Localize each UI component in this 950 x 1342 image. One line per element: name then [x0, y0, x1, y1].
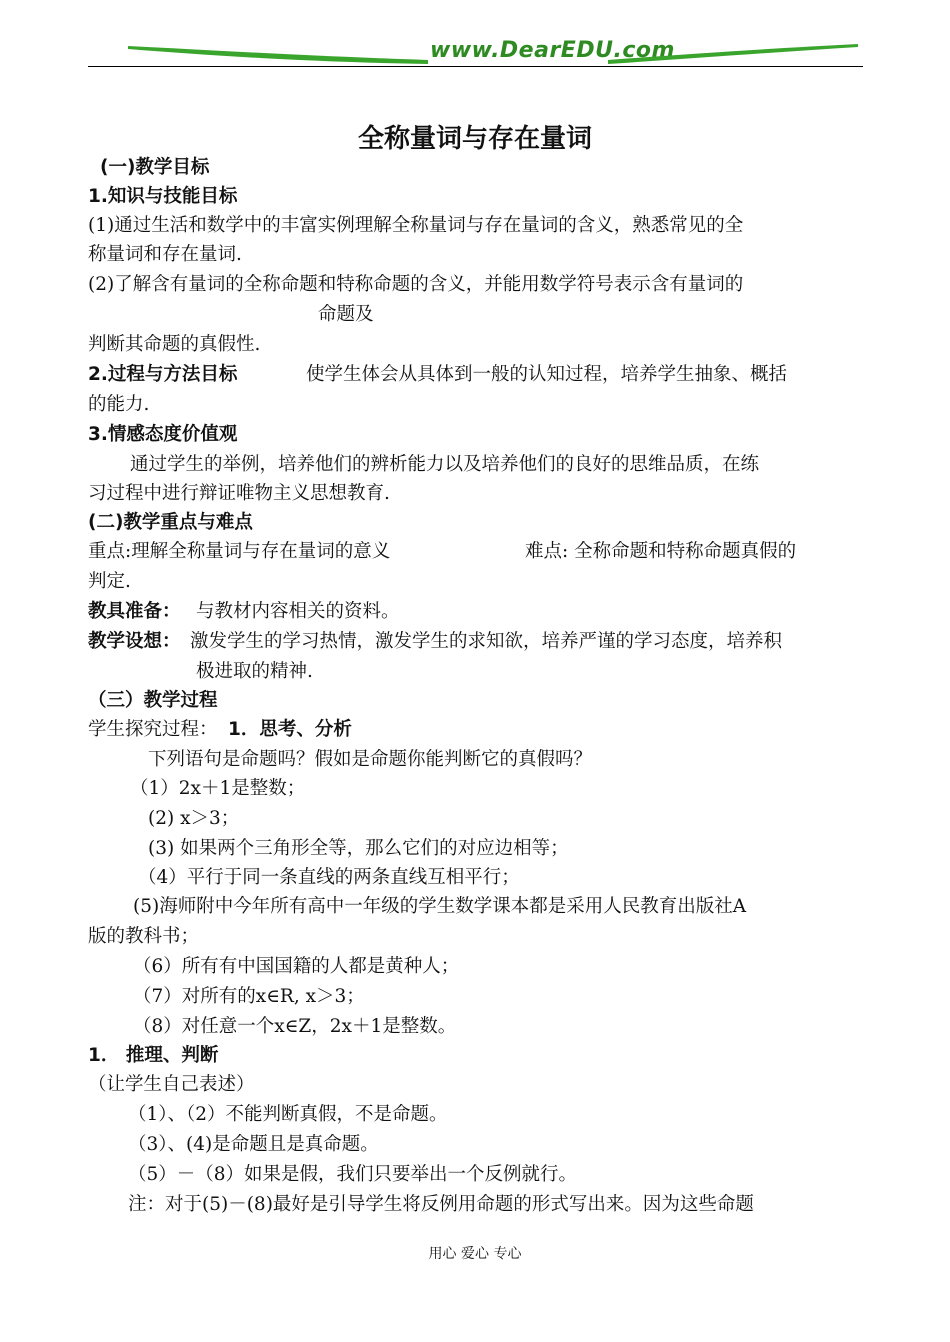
idea-text: 激发学生的学习热情，激发学生的求知欲，培养严谨的学习态度，培养积 — [190, 631, 783, 652]
idea-text: 极进取的精神. — [196, 661, 313, 682]
section-heading: (二)教学重点与难点 — [88, 512, 253, 533]
page-title: 全称量词与存在量词 — [357, 124, 592, 154]
list-item: （7）对所有的x∈R, x＞3； — [133, 986, 365, 1007]
paragraph-line: 判定. — [88, 571, 131, 592]
site-logo-text: www.DearEDU.com — [430, 38, 675, 63]
list-item: （3）、(4)是命题且是真命题。 — [128, 1134, 379, 1155]
explore-label: 学生探究过程： — [88, 719, 218, 740]
section-heading: 1． 推理、判断 — [88, 1045, 219, 1066]
paragraph-line: （让学生自己表述） — [88, 1074, 255, 1095]
paragraph-line: 使学生体会从具体到一般的认知过程，培养学生抽象、概括 — [306, 364, 788, 385]
paragraph-line: 命题及 — [318, 304, 374, 325]
header-swoosh-right — [608, 40, 858, 64]
list-item: （1）、（2）不能判断真假，不是命题。 — [128, 1104, 448, 1125]
list-item: （6）所有有中国国籍的人都是黄种人； — [133, 956, 460, 977]
page-footer: 用心 爱心 专心 — [428, 1246, 522, 1262]
list-item: (5)海师附中今年所有高中一年级的学生数学课本都是采用人民教育出版社A — [133, 896, 747, 917]
list-item: 注：对于(5)－(8)最好是引导学生将反例用命题的形式写出来。因为这些命题 — [128, 1194, 754, 1215]
header-rule — [88, 66, 863, 67]
subsection-heading: 3.情感态度价值观 — [88, 424, 238, 445]
paragraph-line: 习过程中进行辩证唯物主义思想教育. — [88, 483, 390, 504]
tools-label: 教具准备： — [88, 601, 181, 622]
subsection-heading: 1.知识与技能目标 — [88, 186, 238, 207]
subsection-heading: 2.过程与方法目标 — [88, 364, 238, 385]
list-item: (3) 如果两个三角形全等，那么它们的对应边相等； — [148, 838, 569, 859]
header-swoosh-left — [128, 40, 428, 64]
list-item: （5）－（8）如果是假，我们只要举出一个反例就行。 — [128, 1164, 578, 1185]
list-item: （1）2x＋1是整数； — [130, 778, 306, 799]
paragraph-line: (1)通过生活和数学中的丰富实例理解全称量词与存在量词的含义，熟悉常见的全 — [88, 215, 744, 236]
section-heading: (一)教学目标 — [100, 157, 210, 178]
paragraph-line: 通过学生的举例，培养他们的辨析能力以及培养他们的良好的思维品质，在练 — [130, 454, 760, 475]
idea-label: 教学设想： — [88, 631, 181, 652]
paragraph-line: (2)了解含有量词的全称命题和特称命题的含义，并能用数学符号表示含有量词的 — [88, 274, 744, 295]
question-text: 下列语句是命题吗？假如是命题你能判断它的真假吗？ — [148, 749, 593, 770]
tools-text: 与教材内容相关的资料。 — [196, 601, 400, 622]
difficulty-text: 难点: 全称命题和特称命题真假的 — [525, 541, 797, 562]
list-item: (2) x＞3； — [148, 808, 240, 829]
paragraph-line: 的能力. — [88, 394, 150, 415]
section-heading: （三）教学过程 — [88, 690, 218, 711]
key-point-text: 重点:理解全称量词与存在量词的意义 — [88, 541, 391, 562]
paragraph-line: 判断其命题的真假性. — [88, 334, 261, 355]
list-item: 版的教科书； — [88, 926, 200, 947]
list-item: （8）对任意一个x∈Z，2x＋1是整数。 — [133, 1016, 457, 1037]
explore-heading: 1．思考、分析 — [228, 719, 352, 740]
paragraph-line: 称量词和存在量词. — [88, 244, 242, 265]
list-item: （4）平行于同一条直线的两条直线互相平行； — [138, 867, 520, 888]
